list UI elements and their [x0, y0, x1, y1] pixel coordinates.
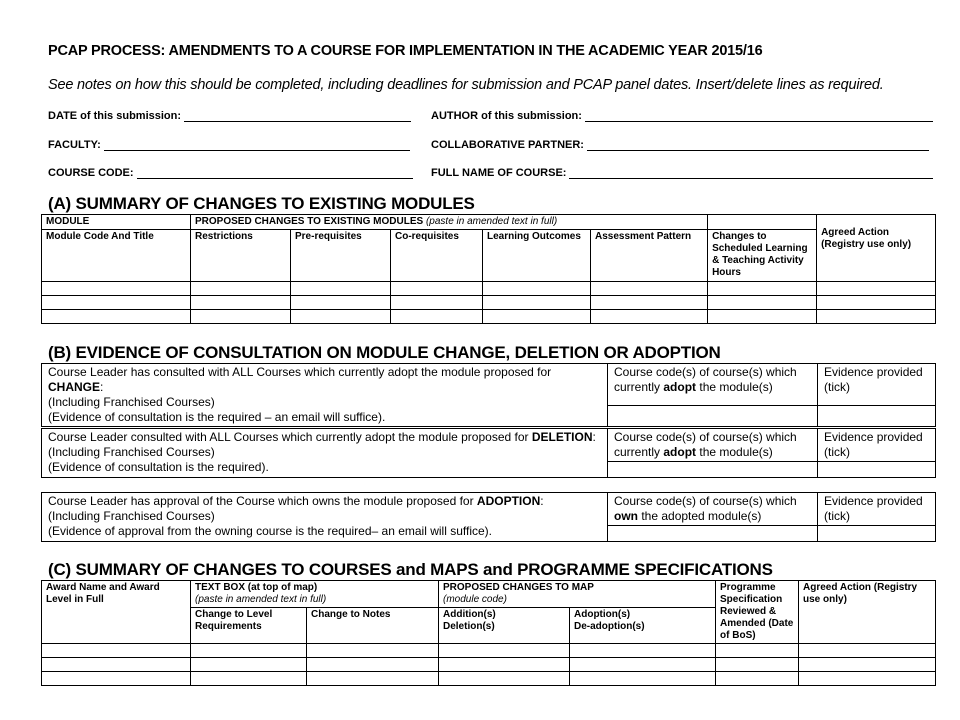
- adoption-line2: (Including Franchised Courses): [48, 509, 215, 523]
- level-requirements-header: Change to Level Requirements: [191, 608, 307, 644]
- course-code-field[interactable]: [48, 167, 413, 179]
- deletion-course-code-label: Course code(s) of course(s) which currently adopt the module(s): [608, 429, 818, 462]
- deletion-course-code-input[interactable]: [608, 462, 818, 478]
- change-line2: (Including Franchised Courses): [48, 395, 215, 409]
- consultation-change-table: [41, 363, 936, 427]
- restrictions-header: Restrictions: [191, 230, 291, 282]
- change-text-before: Course Leader has consulted with ALL Courses which currently adopt the module proposed for: [48, 365, 552, 379]
- adoption-course-code-label: Course code(s) of course(s) which own the adopted module(s): [608, 493, 818, 526]
- change-course-code-label: Course code(s) of course(s) which currently adopt the module(s): [608, 364, 818, 406]
- hours-header-top: [708, 215, 817, 230]
- adoption-text-before: Course Leader has approval of the Course which owns the module proposed for: [48, 494, 477, 508]
- hours-header: Changes to Scheduled Learning & Teaching Activity Hours: [708, 230, 817, 282]
- textbox-header: TEXT BOX (at top of map) (paste in amended text in full): [191, 581, 439, 608]
- course-code-input-line[interactable]: [137, 168, 413, 179]
- notes-change-header: Change to Notes: [307, 608, 439, 644]
- adoption-evidence-label: Evidence provided (tick): [818, 493, 936, 526]
- adoption-deadoption-header: Adoption(s) De-adoption(s): [570, 608, 716, 644]
- section-b-heading: (B) EVIDENCE OF CONSULTATION ON MODULE CHANGE, DELETION OR ADOPTION: [48, 343, 721, 362]
- adoption-course-code-input[interactable]: [608, 526, 818, 542]
- assessment-pattern-header: Assessment Pattern: [591, 230, 708, 282]
- module-header: MODULE: [42, 215, 191, 230]
- addition-deletion-header: Addition(s) Deletion(s): [439, 608, 570, 644]
- table-row[interactable]: [42, 672, 936, 686]
- consultation-deletion-table: [41, 428, 936, 478]
- partner-input-line[interactable]: [587, 140, 929, 151]
- proposed-changes-label: PROPOSED CHANGES TO EXISTING MODULES: [195, 216, 424, 227]
- change-course-code-input[interactable]: [608, 406, 818, 427]
- change-evidence-tick[interactable]: [818, 406, 936, 427]
- deletion-evidence-label: Evidence provided (tick): [818, 429, 936, 462]
- course-name-label: FULL NAME OF COURSE:: [431, 167, 567, 179]
- document-title: PCAP PROCESS: AMENDMENTS TO A COURSE FOR IMPLEMENTATION IN THE ACADEMIC YEAR 2015/16: [48, 43, 763, 59]
- consultation-adoption-table: [41, 492, 936, 542]
- adoption-consultation-text: Course Leader has approval of the Course which owns the module proposed for ADOPTION: (Including Franchised Courses) (Evidence of approval from the owning course is the required– an email will suffice).: [42, 493, 608, 542]
- learning-outcomes-header: Learning Outcomes: [483, 230, 591, 282]
- prerequisites-header: Pre-requisites: [291, 230, 391, 282]
- completion-notes: See notes on how this should be completed, including deadlines for submission and PCAP panel dates. Insert/delete lines as required.: [48, 77, 884, 93]
- table-row[interactable]: [42, 310, 936, 324]
- award-name-header: Award Name and Award Level in Full: [42, 581, 191, 644]
- adoption-line3: (Evidence of approval from the owning course is the required– an email will suffice).: [48, 524, 492, 538]
- table-row[interactable]: [42, 658, 936, 672]
- proposed-map-header: PROPOSED CHANGES TO MAP (module code): [439, 581, 716, 608]
- module-code-title-header: Module Code And Title: [42, 230, 191, 282]
- date-field[interactable]: [48, 110, 411, 122]
- proposed-changes-header: [191, 215, 708, 230]
- section-a-heading: (A) SUMMARY OF CHANGES TO EXISTING MODULES: [48, 194, 475, 213]
- corequisites-header: Co-requisites: [391, 230, 483, 282]
- faculty-label: FACULTY:: [48, 139, 101, 151]
- change-keyword: CHANGE: [48, 380, 101, 394]
- table-row[interactable]: [42, 644, 936, 658]
- deletion-consultation-text: Course Leader consulted with ALL Courses which currently adopt the module proposed for DELETION: (Including Franchised Courses) (Evidence of consultation is the required).: [42, 429, 608, 478]
- table-row[interactable]: [42, 282, 936, 296]
- deletion-keyword: DELETION: [531, 430, 593, 444]
- table-row[interactable]: [42, 296, 936, 310]
- partner-field[interactable]: [431, 139, 929, 151]
- deletion-line3: (Evidence of consultation is the required).: [48, 460, 269, 474]
- deletion-text-before: Course Leader consulted with ALL Courses which currently adopt the module proposed for: [48, 430, 532, 444]
- date-input-line[interactable]: [184, 111, 411, 122]
- section-c-agreed-header: Agreed Action (Registry use only): [799, 581, 936, 644]
- date-label: DATE of this submission:: [48, 110, 182, 122]
- deletion-line2: (Including Franchised Courses): [48, 445, 215, 459]
- agreed-action-header: Agreed Action (Registry use only): [817, 215, 936, 282]
- section-c-heading: (C) SUMMARY OF CHANGES TO COURSES and MAPS and PROGRAMME SPECIFICATIONS: [48, 560, 773, 579]
- faculty-field[interactable]: [48, 139, 410, 151]
- change-line3: (Evidence of consultation is the required – an email will suffice).: [48, 410, 386, 424]
- programme-spec-header: Programme Specification Reviewed & Amended (Date of BoS): [716, 581, 799, 644]
- section-a-table: [41, 214, 936, 324]
- faculty-input-line[interactable]: [104, 140, 410, 151]
- course-name-field[interactable]: [431, 167, 933, 179]
- adoption-evidence-tick[interactable]: [818, 526, 936, 542]
- section-c-table: [41, 580, 936, 686]
- author-field[interactable]: [431, 110, 933, 122]
- proposed-changes-note: (paste in amended text in full): [425, 216, 558, 227]
- deletion-evidence-tick[interactable]: [818, 462, 936, 478]
- change-consultation-text: Course Leader has consulted with ALL Courses which currently adopt the module proposed for CHANGE: (Including Franchised Courses) (Evidence of consultation is the required – an email will suffice).: [42, 364, 608, 427]
- partner-label: COLLABORATIVE PARTNER:: [431, 139, 584, 151]
- course-code-label: COURSE CODE:: [48, 167, 134, 179]
- change-evidence-label: Evidence provided (tick): [818, 364, 936, 406]
- author-input-line[interactable]: [585, 111, 933, 122]
- course-name-input-line[interactable]: [569, 168, 933, 179]
- author-label: AUTHOR of this submission:: [431, 110, 582, 122]
- adoption-keyword: ADOPTION: [476, 494, 541, 508]
